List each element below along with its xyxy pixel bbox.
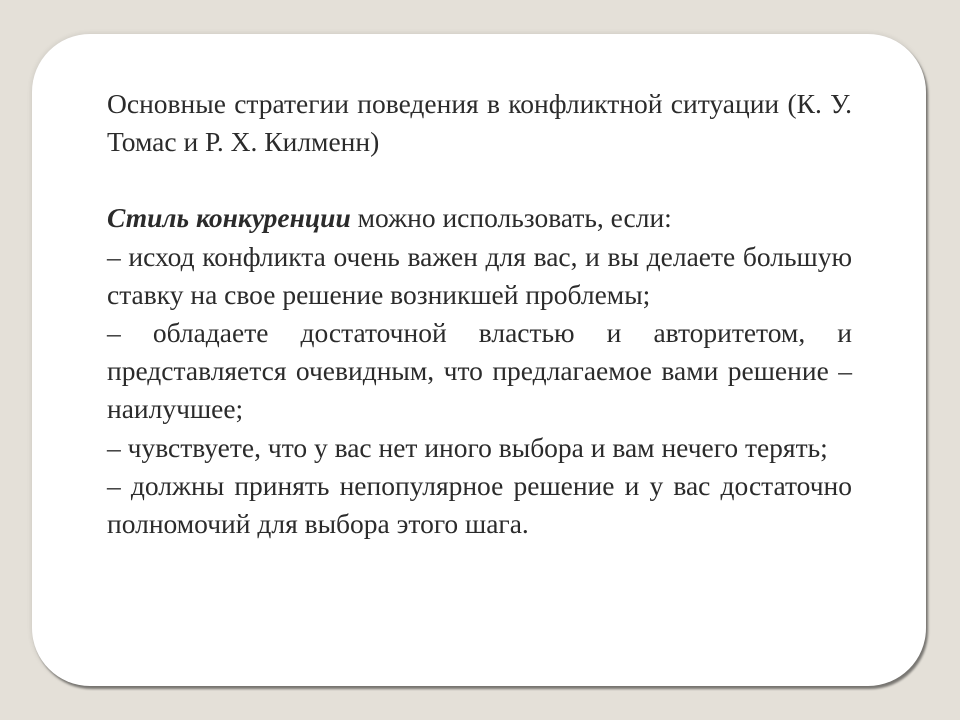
paragraph-gap	[107, 161, 852, 199]
style-term: Стиль конкуренции	[107, 202, 351, 234]
list-item: – должны принять непопулярное решение и у вас достаточно полномочий для выбора этого шага.	[107, 469, 852, 540]
slide-content	[107, 85, 852, 543]
list-item: – обладаете достаточной властью и авторитетом, и представляется очевидным, что предлагаемое вами решение – наилучшее;	[107, 317, 852, 425]
style-intro-line	[107, 199, 852, 237]
slide-heading: Основные стратегии поведения в конфликтной ситуации (К. У. Томас и Р. Х. Килменн)	[107, 88, 852, 158]
style-intro: можно использовать, если:	[350, 202, 672, 234]
list-item: – исход конфликта очень важен для вас, и вы делаете большую ставку на свое решение возникшей проблемы;	[107, 240, 852, 310]
list-item: – чувствуете, что у вас нет иного выбора и вам нечего терять;	[107, 431, 828, 463]
